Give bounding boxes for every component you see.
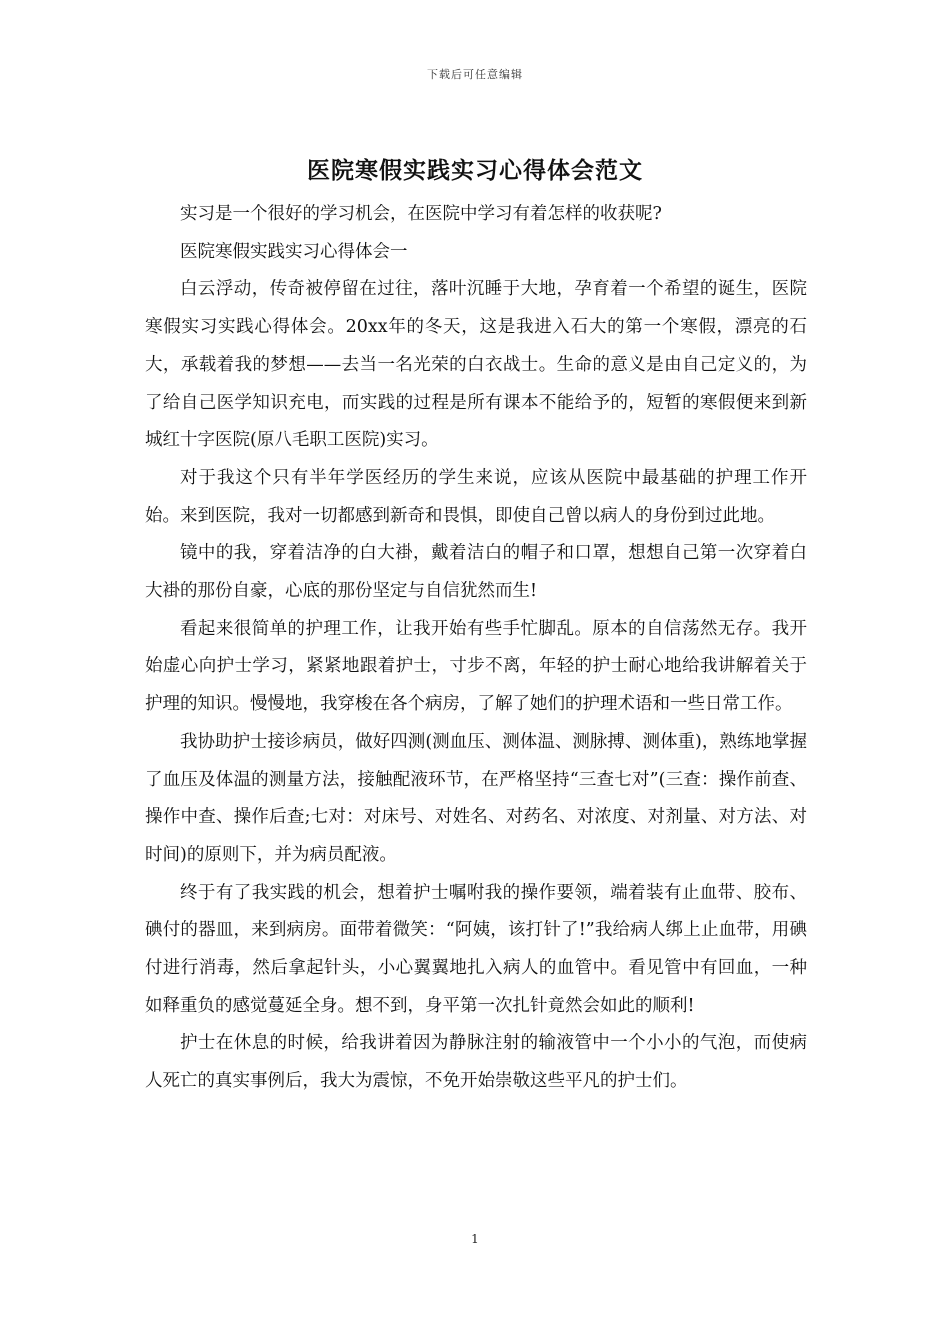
paragraph: 看起来很简单的护理工作，让我开始有些手忙脚乱。原本的自信荡然无存。我开始虚心向护士学习，紧紧地跟着护士，寸步不离，年轻的护士耐心地给我讲解着关于护理的知识。慢慢地，我穿梭在各个病房，了解了她们的护理术语和一些日常工作。 bbox=[145, 618, 807, 715]
paragraph-intro: 实习是一个很好的学习机会，在医院中学习有着怎样的收获呢? bbox=[180, 204, 662, 224]
paragraph: 对于我这个只有半年学医经历的学生来说，应该从医院中最基础的护理工作开始。来到医院，我对一切都感到新奇和畏惧，即使自己曾以病人的身份到过此地。 bbox=[145, 467, 807, 526]
paragraph: 镜中的我，穿着洁净的白大褂，戴着洁白的帽子和口罩，想想自己第一次穿着白大褂的那份自豪，心底的那份坚定与自信犹然而生! bbox=[145, 543, 807, 602]
paragraph: 我协助护士接诊病员，做好四测(测血压、测体温、测脉搏、测体重)，熟练地掌握了血压及体温的测量方法，接触配液环节，在严格坚持“三查七对”(三查：操作前查、操作中查、操作后查;七对：对床号、对姓名、对药名、对浓度、对剂量、对方法、对时间)的原则下，并为病员配液。 bbox=[145, 731, 807, 865]
document-body bbox=[145, 196, 807, 1101]
paragraph: 终于有了我实践的机会，想着护士嘱咐我的操作要领，端着装有止血带、胶布、碘付的器皿，来到病房。面带着微笑：“阿姨，该打针了!”我给病人绑上止血带，用碘付进行消毒，然后拿起针头，小心翼翼地扎入病人的血管中。看见管中有回血，一种如释重负的感觉蔓延全身。想不到，身平第一次扎针竟然会如此的顺利! bbox=[145, 882, 807, 1016]
paragraph: 白云浮动，传奇被停留在过往，落叶沉睡于大地，孕育着一个希望的诞生，医院寒假实习实践心得体会。20xx年的冬天，这是我进入石大的第一个寒假，漂亮的石大，承载着我的梦想——去当一名光荣的白衣战士。生命的意义是由自己定义的，为了给自己医学知识充电，而实践的过程是所有课本不能给予的，短暂的寒假便来到新城红十字医院(原八毛职工医院)实习。 bbox=[145, 279, 807, 451]
paragraph-subheading: 医院寒假实践实习心得体会一 bbox=[180, 241, 408, 262]
paragraph: 护士在休息的时候，给我讲着因为静脉注射的输液管中一个小小的气泡，而使病人死亡的真实事例后，我大为震惊，不免开始崇敬这些平凡的护士们。 bbox=[145, 1033, 807, 1092]
document-title: 医院寒假实践实习心得体会范文 bbox=[307, 157, 643, 184]
page-number: 1 bbox=[471, 1232, 479, 1246]
header-note: 下载后可任意编辑 bbox=[427, 68, 523, 81]
